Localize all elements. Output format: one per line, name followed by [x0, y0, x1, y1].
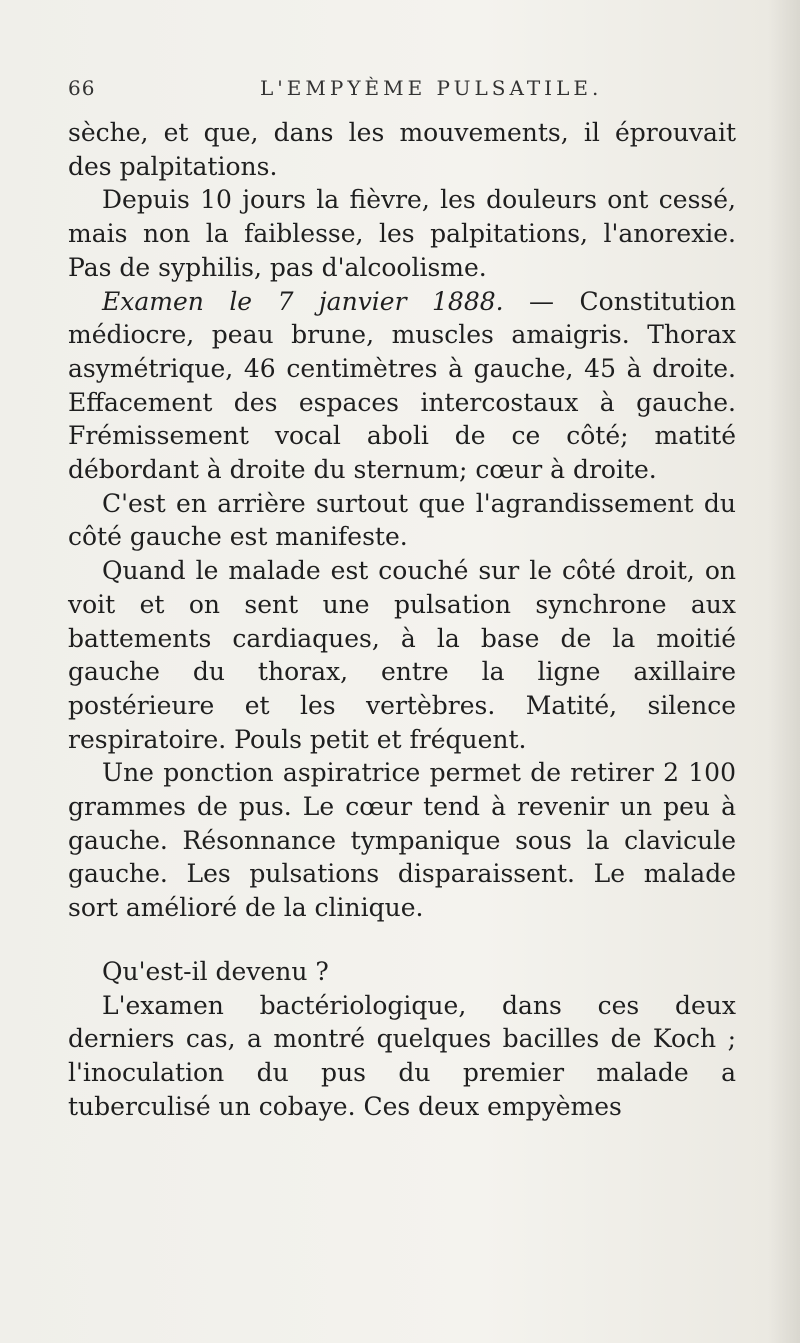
section-gap	[68, 925, 736, 955]
exam-date: Examen le 7 janvier 1888.	[102, 286, 504, 316]
paragraph-5: Quand le malade est couché sur le côté droit, on voit et on sent une pulsation synchrone aux battements cardiaques, à la base de la moitié gauche du thorax, entre la ligne axillaire postérieure et les vertèbres. Matité, silence respiratoire. Pouls petit et fréquent.	[68, 556, 736, 754]
paragraph-6: Une ponction aspiratrice permet de retirer 2 100 grammes de pus. Le cœur tend à revenir un peu à gauche. Résonnance tympanique sous la clavicule gauche. Les pulsations disparaissent. Le malade sort amélioré de la clinique.	[68, 758, 736, 923]
paragraph-2: Depuis 10 jours la fièvre, les douleurs ont cessé, mais non la faiblesse, les palpitations, l'anorexie. Pas de syphilis, pas d'alcoolisme.	[68, 185, 736, 282]
paragraph-1: sèche, et que, dans les mouvements, il éprouvait des palpitations.	[68, 118, 736, 181]
page-number: 66	[68, 76, 96, 100]
paragraph-7: Qu'est-il devenu ?	[102, 956, 329, 986]
paragraph-3	[68, 285, 736, 487]
body-text	[68, 116, 736, 1123]
paragraph-8: L'examen bactériologique, dans ces deux derniers cas, a montré quelques bacilles de Koch ; l'inoculation du pus du premier malade a tuberculisé un cobaye. Ces deux empyèmes	[68, 990, 736, 1121]
paragraph-4: C'est en arrière surtout que l'agrandissement du côté gauche est manifeste.	[68, 488, 736, 552]
running-title: L'EMPYÈME PULSATILE.	[260, 76, 603, 100]
page-header	[68, 70, 728, 110]
exam-findings: — Constitution médiocre, peau brune, muscles amaigris. Thorax asymétrique, 46 centimètres à gauche, 45 à droite. Effacement des espaces intercostaux à gauche. Frémissement vocal aboli de ce côté; matité débordant à droite du sternum; cœur à droite.	[68, 286, 737, 485]
